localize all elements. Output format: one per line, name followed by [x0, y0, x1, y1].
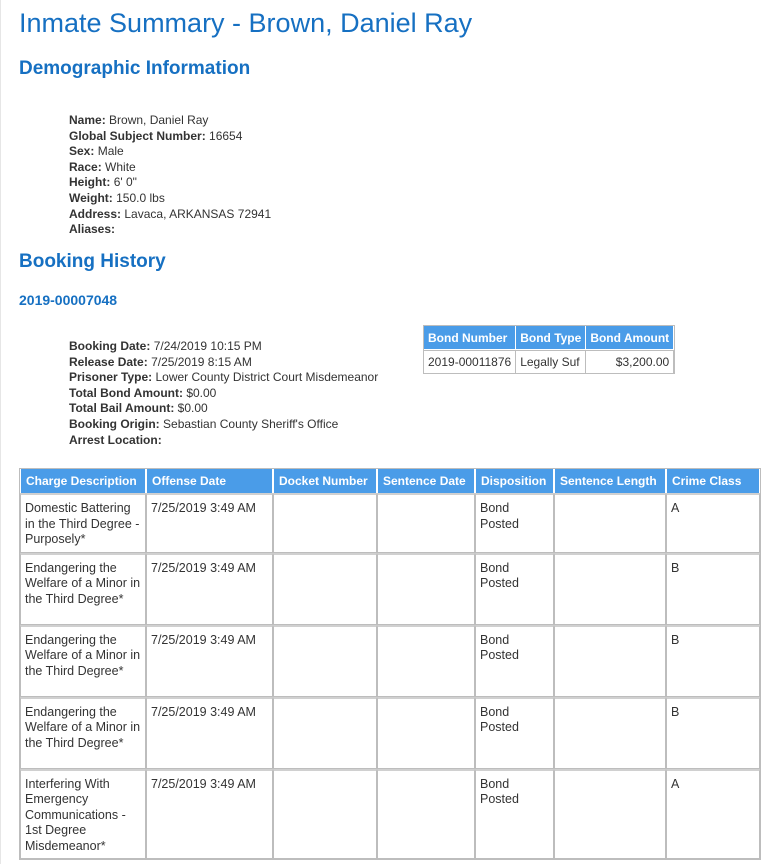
- sentence-date-cell: [377, 697, 475, 769]
- column-header-disposition: Disposition: [475, 469, 554, 493]
- field-value: 7/24/2019 10:15 PM: [153, 339, 262, 353]
- bond-type-cell: Legally Suf: [516, 350, 586, 373]
- charges-table-container: [19, 468, 742, 864]
- table-row: [424, 350, 674, 373]
- bond-table: [423, 325, 675, 374]
- booking-row-arrest-location: Arrest Location:: [69, 432, 162, 447]
- demographic-row-aliases: Aliases:: [69, 222, 116, 237]
- charges-table: [19, 468, 761, 860]
- offense-date-cell: 7/25/2019 3:49 AM: [146, 553, 273, 625]
- charge-description-cell: Endangering the Welfare of a Minor in the Third Degree*: [20, 553, 146, 625]
- disposition-cell: Bond Posted: [475, 625, 554, 697]
- table-row: [20, 697, 760, 769]
- booking-history-heading: Booking History: [19, 251, 166, 272]
- charges-header-row: [20, 469, 760, 493]
- field-value: $0.00: [186, 385, 217, 400]
- sentence-length-cell: [554, 553, 666, 625]
- booking-row-total-bond: Total Bond Amount: $0.00: [69, 385, 217, 400]
- field-label: Total Bond Amount: [69, 385, 179, 400]
- bond-table-header-row: [424, 326, 674, 350]
- field-value: 150.0 lbs: [116, 190, 165, 205]
- charge-description-cell: Endangering the Welfare of a Minor in the Third Degree*: [20, 697, 146, 769]
- field-value: White: [105, 159, 136, 174]
- field-value: Brown, Daniel Ray: [109, 113, 209, 127]
- bond-amount-cell: $3,200.00: [586, 350, 674, 373]
- docket-number-cell: [273, 553, 377, 625]
- crime-class-cell: B: [666, 553, 760, 625]
- crime-class-cell: B: [666, 697, 760, 769]
- table-row: [20, 625, 760, 697]
- demographic-row-address: Address: Lavaca, ARKANSAS 72941: [69, 206, 272, 221]
- column-header-docket-number: Docket Number: [273, 469, 377, 493]
- column-header-crime-class: Crime Class: [666, 469, 760, 493]
- field-value: $0.00: [177, 401, 208, 416]
- table-row: [20, 769, 760, 860]
- charge-description-cell: Interfering With Emergency Communications - 1st Degree Misdemeanor*: [20, 769, 146, 860]
- sentence-length-cell: [554, 493, 666, 553]
- field-value: Male: [97, 144, 124, 159]
- disposition-cell: Bond Posted: [475, 493, 554, 553]
- demographic-row-height: Height: 6' 0": [69, 175, 137, 190]
- sentence-date-cell: [377, 553, 475, 625]
- column-header-offense-date: Offense Date: [146, 469, 273, 493]
- field-value: 7/25/2019 8:15 AM: [151, 354, 252, 369]
- bond-number-cell: 2019-00011876: [424, 350, 516, 373]
- page-title: Inmate Summary - Brown, Daniel Ray: [19, 8, 473, 38]
- field-label: Race: [69, 159, 98, 174]
- field-label: Prisoner Type: [69, 370, 149, 385]
- booking-info: [69, 339, 378, 448]
- offense-date-cell: 7/25/2019 3:49 AM: [146, 769, 273, 860]
- docket-number-cell: [273, 697, 377, 769]
- column-header-sentence-date: Sentence Date: [377, 469, 475, 493]
- field-label: Release Date: [69, 354, 144, 369]
- field-label: Aliases: [69, 222, 112, 237]
- field-value: Sebastian County Sheriff's Office: [163, 416, 339, 431]
- disposition-cell: Bond Posted: [475, 769, 554, 860]
- demographic-info: [69, 113, 271, 238]
- sentence-date-cell: [377, 493, 475, 553]
- offense-date-cell: 7/25/2019 3:49 AM: [146, 625, 273, 697]
- sentence-date-cell: [377, 625, 475, 697]
- field-label: Global Subject Number: [69, 128, 202, 143]
- column-header-bond-amount: Bond Amount: [586, 326, 674, 350]
- field-label: Address: [69, 206, 118, 221]
- demographic-row-sex: Sex: Male: [69, 144, 124, 159]
- field-label: Name: [69, 113, 102, 127]
- booking-row-release-date: Release Date: 7/25/2019 8:15 AM: [69, 354, 252, 369]
- field-value: Lower County District Court Misdemeanor: [155, 370, 379, 385]
- column-header-bond-number: Bond Number: [424, 326, 516, 350]
- column-header-bond-type: Bond Type: [516, 326, 586, 350]
- crime-class-cell: A: [666, 769, 760, 860]
- field-label: Sex: [69, 144, 91, 159]
- charge-description-cell: Endangering the Welfare of a Minor in the Third Degree*: [20, 625, 146, 697]
- charge-description-cell: Domestic Battering in the Third Degree - Purposely*: [20, 493, 146, 553]
- offense-date-cell: 7/25/2019 3:49 AM: [146, 697, 273, 769]
- booking-row-booking-date: Booking Date: 7/24/2019 10:15 PM: [69, 339, 262, 353]
- demographic-row-weight: Weight: 150.0 lbs: [69, 190, 165, 205]
- crime-class-cell: A: [666, 493, 760, 553]
- demographic-heading: Demographic Information: [19, 58, 251, 79]
- field-label: Arrest Location: [69, 432, 158, 447]
- sentence-length-cell: [554, 625, 666, 697]
- docket-number-cell: [273, 493, 377, 553]
- sentence-length-cell: [554, 769, 666, 860]
- disposition-cell: Bond Posted: [475, 553, 554, 625]
- field-label: Height: [69, 175, 107, 190]
- booking-row-origin: Booking Origin: Sebastian County Sheriff's Office: [69, 416, 339, 431]
- field-value: Lavaca, ARKANSAS 72941: [124, 206, 272, 221]
- docket-number-cell: [273, 769, 377, 860]
- demographic-row-gsn: Global Subject Number: 16654: [69, 128, 243, 143]
- field-value: 6' 0": [113, 175, 137, 190]
- field-value: 16654: [209, 128, 243, 143]
- sentence-date-cell: [377, 769, 475, 860]
- demographic-row-name: Name: Brown, Daniel Ray: [69, 113, 209, 127]
- column-header-sentence-length: Sentence Length: [554, 469, 666, 493]
- crime-class-cell: B: [666, 625, 760, 697]
- offense-date-cell: 7/25/2019 3:49 AM: [146, 493, 273, 553]
- field-label: Total Bail Amount: [69, 401, 171, 416]
- booking-number-link[interactable]: 2019-00007048: [19, 292, 118, 308]
- field-label: Booking Origin: [69, 416, 156, 431]
- field-label: Weight: [69, 190, 109, 205]
- sentence-length-cell: [554, 697, 666, 769]
- table-row: [20, 553, 760, 625]
- docket-number-cell: [273, 625, 377, 697]
- field-label: Booking Date: [69, 339, 147, 353]
- table-row: [20, 493, 760, 553]
- booking-row-prisoner-type: Prisoner Type: Lower County District Court Misdemeanor: [69, 370, 379, 385]
- column-header-charge-description: Charge Description: [20, 469, 146, 493]
- booking-row-total-bail: Total Bail Amount: $0.00: [69, 401, 208, 416]
- disposition-cell: Bond Posted: [475, 697, 554, 769]
- demographic-row-race: Race: White: [69, 159, 136, 174]
